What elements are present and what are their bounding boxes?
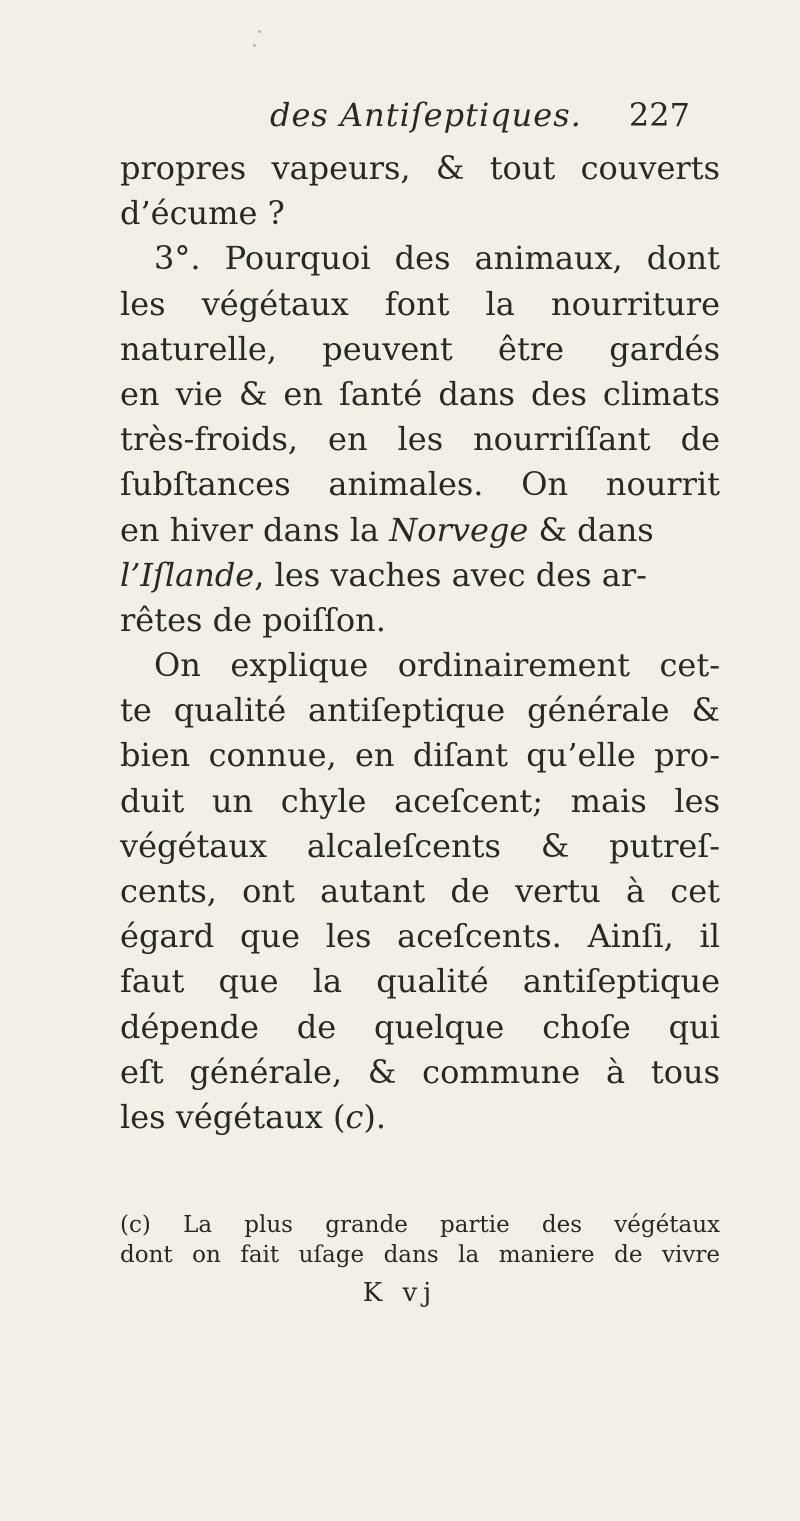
text-line: 3°. Pourquoi des animaux, dont xyxy=(154,239,720,278)
text-line: propres vapeurs, & tout couverts xyxy=(120,149,720,187)
running-title: des Antiſeptiques. xyxy=(270,96,582,134)
place-name-iceland: l’Iſlande xyxy=(120,555,255,594)
text-line: rêtes de poiſſon. xyxy=(120,600,386,639)
text-line: végétaux alcaleſcents & putreſ- xyxy=(120,826,720,865)
text-line: cents, ont autant de vertu à cet xyxy=(120,872,720,910)
text-line: On explique ordinairement cet- xyxy=(154,646,720,685)
body-text xyxy=(120,146,720,1140)
page-header xyxy=(270,96,690,136)
text-line: ſubſtances animales. On nourrit xyxy=(120,465,720,504)
text-line: naturelle, peuvent être gardés xyxy=(120,329,720,368)
footnote-line: dont on fait uſage dans la maniere de vivre xyxy=(120,1242,720,1268)
text-line: très-froids, en les nourriſſant de xyxy=(120,420,720,459)
place-name-norway: Norvege xyxy=(389,510,529,549)
footnote-marker: c xyxy=(345,1097,364,1136)
text-line: les végétaux font la nourriture xyxy=(120,284,720,323)
text-line xyxy=(120,553,720,598)
text-segment: & dans xyxy=(528,510,654,549)
text-line xyxy=(120,508,720,553)
footnote-line: (c) La plus grande partie des végétaux xyxy=(120,1212,720,1238)
text-segment: ). xyxy=(363,1097,387,1136)
text-line: te qualité antiſeptique générale & xyxy=(120,691,720,730)
text-segment: en hiver dans la xyxy=(120,510,390,549)
signature-mark: K vj xyxy=(362,1278,438,1308)
text-line: en vie & en ſanté dans des climats xyxy=(120,374,720,413)
ink-speck xyxy=(253,44,256,47)
page-number: 227 xyxy=(628,96,690,134)
text-line: duit un chyle aceſcent; mais les xyxy=(120,781,720,820)
text-segment: les végétaux ( xyxy=(120,1097,346,1136)
text-line: dépende de quelque choſe qui xyxy=(120,1007,720,1046)
text-segment: , les vaches avec des ar- xyxy=(254,555,647,594)
text-line xyxy=(120,1095,720,1140)
text-line: d’écume ? xyxy=(120,194,285,233)
text-line: égard que les aceſcents. Ainſi, il xyxy=(120,917,720,956)
footnote xyxy=(120,1210,720,1270)
ink-speck xyxy=(258,30,261,33)
text-line: bien connue, en diſant qu’elle pro- xyxy=(120,736,720,775)
text-line: eſt générale, & commune à tous xyxy=(120,1052,720,1091)
text-line: faut que la qualité antiſeptique xyxy=(120,962,720,1001)
